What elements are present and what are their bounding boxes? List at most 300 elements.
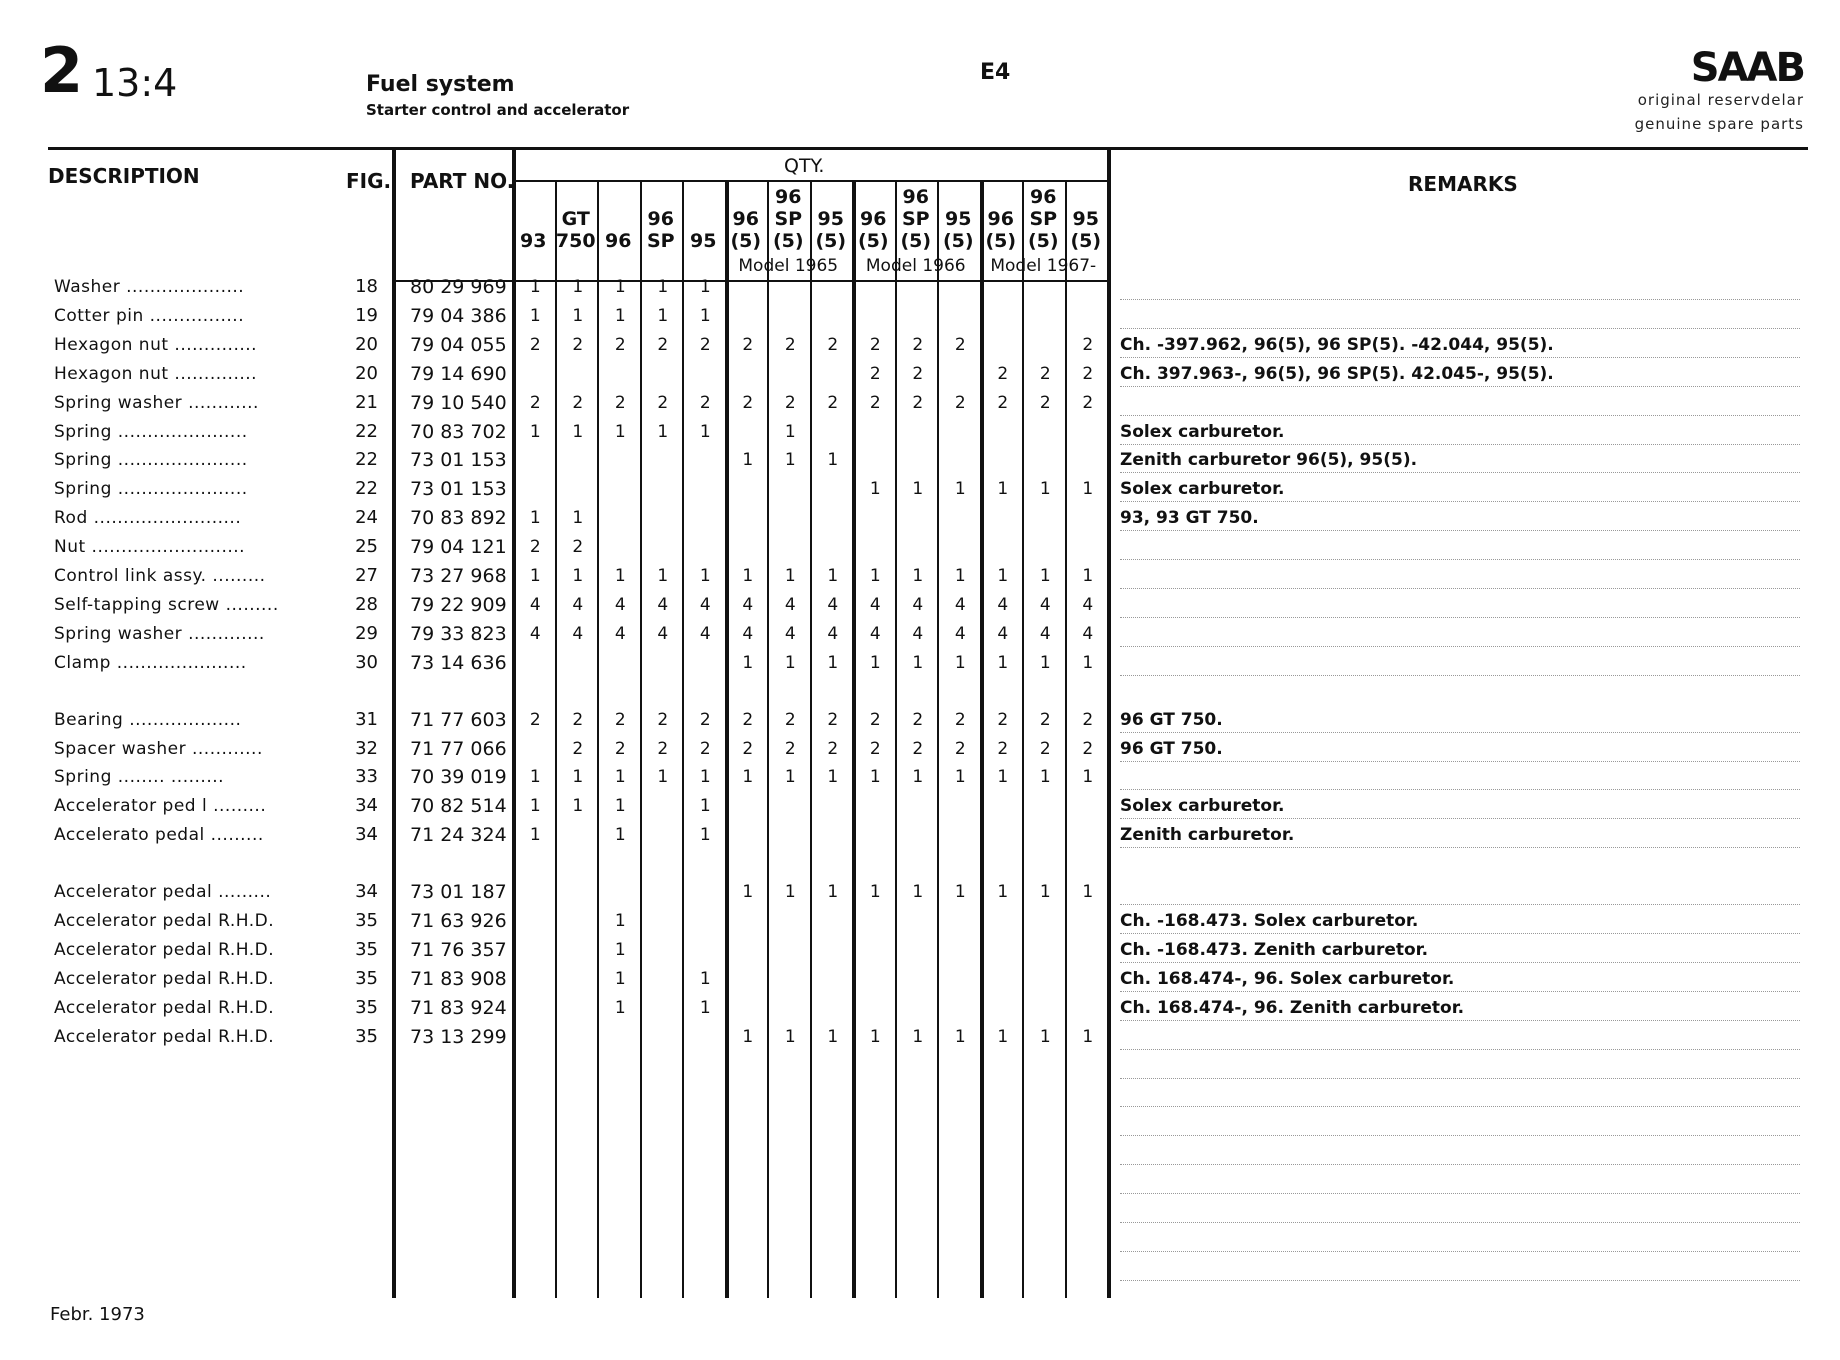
row-qty: 4	[954, 623, 966, 644]
row-qty: 1	[699, 277, 711, 297]
row-qty: 1	[529, 796, 541, 817]
qty-col-line	[895, 182, 897, 1298]
row-remark: Ch. 168.474-, 96. Zenith carburetor.	[1120, 997, 1465, 1018]
row-qty: 1	[997, 652, 1009, 673]
row-part-number: 79 04 055	[410, 333, 507, 356]
row-qty: 1	[827, 882, 839, 903]
row-qty: 1	[954, 1026, 966, 1047]
row-qty: 1	[614, 796, 626, 817]
row-qty: 2	[742, 334, 754, 355]
row-part-number: 73 01 153	[410, 449, 507, 472]
row-qty: 4	[784, 623, 796, 644]
row-qty: 2	[997, 709, 1009, 730]
row-qty: 1	[614, 566, 626, 586]
row-fig: 21	[355, 391, 378, 413]
row-qty: 1	[1039, 1026, 1051, 1047]
row-part-number: 70 83 702	[410, 420, 507, 443]
row-remark: Ch. -168.473. Solex carburetor.	[1120, 911, 1419, 931]
page-subtitle: Starter control and accelerator	[366, 101, 630, 119]
row-qty: 4	[912, 594, 924, 615]
model-year-label: Model 1967-	[990, 256, 1097, 276]
row-qty: 2	[699, 709, 711, 730]
row-qty: 4	[1039, 623, 1051, 644]
row-qty: 2	[1082, 709, 1094, 730]
row-qty: 1	[827, 566, 839, 586]
row-qty: 1	[1039, 882, 1051, 903]
row-description: Washer ....................	[54, 277, 245, 297]
row-qty: 1	[572, 508, 584, 529]
qty-col-header-text: (5)	[772, 230, 804, 252]
row-qty: 1	[827, 767, 839, 788]
row-fig: 25	[355, 536, 378, 558]
row-fig: 35	[355, 996, 378, 1018]
remark-dotline	[1120, 1193, 1800, 1194]
row-qty: 1	[997, 767, 1009, 788]
row-qty: 1	[912, 566, 924, 586]
row-qty: 1	[699, 796, 711, 817]
model-year-label: Model 1965	[738, 256, 839, 276]
row-description: Control link assy. .........	[54, 566, 266, 586]
row-qty: 4	[827, 623, 839, 644]
row-qty: 2	[529, 392, 541, 413]
row-qty: 1	[997, 882, 1009, 903]
row-qty: 1	[529, 277, 541, 297]
row-qty: 1	[827, 652, 839, 673]
row-remark: Solex carburetor.	[1120, 796, 1285, 817]
row-fig: 34	[355, 824, 378, 846]
brand-line-2: genuine spare parts	[1634, 115, 1804, 133]
row-fig: 22	[355, 478, 378, 500]
qty-col-header-text: (5)	[730, 230, 762, 252]
row-qty: 4	[1082, 594, 1094, 615]
qty-col-header-text: (5)	[1027, 230, 1059, 252]
row-qty: 1	[869, 566, 881, 586]
qty-col-line	[980, 182, 984, 1298]
row-qty: 4	[529, 623, 541, 644]
row-qty: 4	[954, 594, 966, 615]
row-qty: 1	[784, 882, 796, 903]
remark-dotline	[1120, 847, 1800, 848]
row-fig: 31	[355, 708, 378, 730]
qty-col-header-text: SP	[901, 208, 930, 230]
row-qty: 2	[1039, 392, 1051, 413]
row-fig: 27	[355, 565, 378, 586]
row-qty: 2	[954, 334, 966, 355]
row-qty: 1	[954, 767, 966, 788]
remark-dotline	[1120, 1078, 1800, 1079]
row-qty: 1	[614, 825, 626, 846]
qty-col-header-text: 96	[605, 230, 632, 252]
row-description: Hexagon nut ..............	[54, 363, 258, 384]
row-qty: 2	[699, 738, 711, 759]
row-qty: 1	[954, 882, 966, 903]
row-qty: 2	[784, 392, 796, 413]
row-qty: 1	[784, 652, 796, 673]
row-description: Spring ......................	[54, 421, 248, 442]
row-fig: 34	[355, 881, 378, 903]
remark-dotline	[1120, 444, 1800, 445]
row-qty: 1	[742, 450, 754, 471]
remark-dotline	[1120, 904, 1800, 905]
row-qty: 4	[784, 594, 796, 615]
row-qty: 1	[699, 566, 711, 586]
row-qty: 2	[572, 392, 584, 413]
row-qty: 1	[529, 825, 541, 846]
row-qty: 4	[614, 594, 626, 615]
col-partno-header: PART NO.	[410, 169, 515, 193]
row-qty: 2	[742, 709, 754, 730]
row-qty: 4	[742, 594, 754, 615]
row-remark: 93, 93 GT 750.	[1120, 508, 1259, 529]
qty-col-line	[1065, 182, 1067, 1298]
row-part-number: 70 83 892	[410, 507, 507, 530]
row-qty: 2	[869, 392, 881, 413]
qty-col-header-text: (5)	[1070, 230, 1102, 252]
row-qty: 4	[997, 594, 1009, 615]
row-qty: 1	[699, 825, 711, 846]
section-subnumber: 13:4	[92, 61, 178, 105]
row-description: Clamp ......................	[54, 652, 247, 673]
row-fig: 35	[355, 910, 378, 931]
row-qty: 2	[827, 392, 839, 413]
row-qty: 1	[784, 767, 796, 788]
row-qty: 1	[699, 305, 711, 326]
row-qty: 1	[827, 1026, 839, 1047]
row-qty: 2	[572, 537, 584, 558]
row-qty: 2	[827, 334, 839, 355]
qty-col-line	[810, 182, 812, 1298]
row-remark: Zenith carburetor.	[1120, 825, 1295, 846]
row-fig: 35	[355, 1025, 378, 1047]
row-qty: 1	[572, 277, 584, 297]
qty-header-rule	[512, 180, 1107, 182]
row-description: Self-tapping screw .........	[54, 594, 279, 615]
row-remark: Zenith carburetor 96(5), 95(5).	[1120, 450, 1418, 471]
row-part-number: 73 27 968	[410, 565, 507, 587]
row-qty: 1	[614, 421, 626, 442]
row-qty: 1	[699, 968, 711, 989]
row-qty: 1	[614, 939, 626, 960]
row-remark: 96 GT 750.	[1120, 709, 1223, 730]
qty-col-header-text: 95	[1072, 208, 1099, 230]
qty-col-line	[555, 182, 557, 1298]
remark-dotline	[1120, 1135, 1800, 1136]
row-qty: 1	[912, 767, 924, 788]
row-qty: 2	[912, 738, 924, 759]
row-qty: 1	[572, 796, 584, 817]
remark-dotline	[1120, 415, 1800, 416]
row-part-number: 71 83 924	[410, 996, 507, 1019]
row-description: Accelerator ped l .........	[54, 796, 267, 817]
qty-col-header-text: 95	[690, 230, 717, 252]
row-part-number: 71 77 066	[410, 737, 507, 760]
row-description: Nut ..........................	[54, 537, 246, 558]
remark-dotline	[1120, 588, 1800, 589]
qty-col-line	[597, 182, 599, 1298]
qty-col-header-text: 93	[520, 230, 547, 252]
row-qty: 2	[784, 334, 796, 355]
row-qty: 2	[997, 392, 1009, 413]
remark-dotline	[1120, 501, 1800, 502]
row-fig: 22	[355, 420, 378, 442]
row-qty: 1	[614, 997, 626, 1018]
qty-col-line	[1107, 150, 1111, 1298]
remark-dotline	[1120, 675, 1800, 676]
row-qty: 2	[954, 738, 966, 759]
remark-dotline	[1120, 1049, 1800, 1050]
row-qty: 4	[1082, 623, 1094, 644]
row-qty: 2	[1082, 738, 1094, 759]
row-qty: 2	[997, 363, 1009, 384]
row-qty: 1	[1082, 882, 1094, 903]
qty-col-line	[640, 182, 642, 1298]
qty-col-header-text: GT	[561, 208, 590, 230]
row-part-number: 79 22 909	[410, 593, 507, 616]
row-qty: 1	[784, 450, 796, 471]
page-title: Fuel system	[366, 72, 515, 97]
row-qty: 2	[827, 709, 839, 730]
remark-dotline	[1120, 1251, 1800, 1252]
row-fig: 32	[355, 737, 378, 759]
qty-col-line	[725, 182, 729, 1298]
row-qty: 2	[742, 738, 754, 759]
qty-col-header-text: SP	[774, 208, 803, 230]
row-part-number: 70 39 019	[410, 766, 507, 789]
row-qty: 4	[869, 594, 881, 615]
row-qty: 1	[529, 767, 541, 788]
row-qty: 1	[742, 882, 754, 903]
row-description: Bearing ...................	[54, 709, 242, 730]
row-description: Spring ........ .........	[54, 767, 225, 788]
col-remarks-header: REMARKS	[1408, 172, 1518, 196]
row-qty: 1	[699, 421, 711, 442]
row-qty: 1	[529, 508, 541, 529]
row-qty: 4	[699, 594, 711, 615]
col-qty-header: QTY.	[784, 155, 825, 177]
row-qty: 1	[869, 882, 881, 903]
row-qty: 2	[614, 392, 626, 413]
row-qty: 1	[614, 911, 626, 931]
row-description: Spacer washer ............	[54, 738, 263, 759]
row-qty: 4	[742, 623, 754, 644]
row-qty: 2	[827, 738, 839, 759]
row-qty: 1	[657, 767, 669, 788]
row-qty: 1	[784, 1026, 796, 1047]
row-qty: 1	[572, 566, 584, 586]
row-qty: 4	[997, 623, 1009, 644]
row-part-number: 80 29 969	[410, 276, 507, 298]
row-qty: 1	[614, 968, 626, 989]
row-qty: 2	[657, 738, 669, 759]
row-fig: 35	[355, 938, 378, 960]
qty-col-header-text: 96	[775, 186, 802, 208]
qty-col-header-text: 96	[987, 208, 1014, 230]
row-description: Hexagon nut ..............	[54, 334, 258, 355]
remark-dotline	[1120, 732, 1800, 733]
row-fig: 30	[355, 651, 378, 673]
qty-col-header-text: SP	[1029, 208, 1058, 230]
qty-col-line	[682, 182, 684, 1298]
row-qty: 4	[827, 594, 839, 615]
row-description: Accelerator pedal R.H.D.	[54, 911, 275, 931]
qty-col-header-text: 96	[732, 208, 759, 230]
row-qty: 1	[742, 652, 754, 673]
row-qty: 2	[529, 709, 541, 730]
row-qty: 1	[1039, 767, 1051, 788]
row-qty: 1	[784, 421, 796, 442]
row-qty: 1	[1039, 479, 1051, 500]
row-qty: 2	[784, 738, 796, 759]
remark-dotline	[1120, 962, 1800, 963]
qty-col-header-text: (5)	[815, 230, 847, 252]
row-part-number: 79 04 386	[410, 304, 507, 327]
brand-line-1: original reservdelar	[1637, 91, 1804, 109]
row-qty: 2	[614, 738, 626, 759]
row-qty: 2	[869, 334, 881, 355]
remark-dotline	[1120, 559, 1800, 560]
model-year-label: Model 1966	[865, 256, 966, 276]
row-part-number: 71 76 357	[410, 938, 507, 961]
row-part-number: 79 33 823	[410, 622, 507, 645]
row-qty: 1	[529, 305, 541, 326]
row-part-number: 73 01 187	[410, 881, 507, 904]
row-qty: 2	[657, 392, 669, 413]
row-qty: 1	[1082, 566, 1094, 586]
row-qty: 2	[1039, 363, 1051, 384]
qty-col-header-text: 95	[817, 208, 844, 230]
row-qty: 1	[912, 652, 924, 673]
row-qty: 1	[614, 277, 626, 297]
row-part-number: 73 13 299	[410, 1025, 507, 1048]
row-qty: 1	[1082, 652, 1094, 673]
section-number: 2	[40, 34, 84, 107]
row-qty: 4	[572, 594, 584, 615]
row-description: Accelerator pedal R.H.D.	[54, 1026, 275, 1047]
row-fig: 20	[355, 333, 378, 355]
row-qty: 2	[699, 392, 711, 413]
remark-dotline	[1120, 472, 1800, 473]
row-qty: 2	[529, 537, 541, 558]
row-part-number: 70 82 514	[410, 795, 507, 818]
row-remark: Solex carburetor.	[1120, 421, 1285, 442]
row-qty: 1	[657, 566, 669, 586]
row-qty: 2	[997, 738, 1009, 759]
row-description: Accelerator pedal R.H.D.	[54, 968, 275, 989]
row-qty: 1	[954, 566, 966, 586]
row-remark: Ch. -397.962, 96(5), 96 SP(5). -42.044, 95(5).	[1120, 334, 1554, 355]
row-description: Accelerato pedal .........	[54, 825, 264, 846]
row-qty: 4	[869, 623, 881, 644]
row-qty: 2	[954, 392, 966, 413]
row-qty: 2	[572, 334, 584, 355]
row-description: Rod .........................	[54, 508, 242, 529]
row-qty: 2	[572, 738, 584, 759]
qty-col-header-text: (5)	[857, 230, 889, 252]
qty-col-header-text: 96	[647, 208, 674, 230]
row-qty: 1	[912, 479, 924, 500]
row-qty: 1	[954, 652, 966, 673]
row-qty: 2	[529, 334, 541, 355]
row-fig: 29	[355, 622, 378, 644]
brand-block	[1634, 45, 1804, 136]
header-rule	[48, 147, 1808, 150]
row-qty: 1	[912, 882, 924, 903]
qty-col-header-text: 96	[902, 186, 929, 208]
row-qty: 2	[1082, 392, 1094, 413]
remark-dotline	[1120, 1106, 1800, 1107]
qty-col-header-text: (5)	[985, 230, 1017, 252]
row-part-number: 71 24 324	[410, 824, 507, 847]
row-description: Spring washer ............	[54, 392, 259, 413]
remark-dotline	[1120, 933, 1800, 934]
row-qty: 1	[529, 421, 541, 442]
row-qty: 1	[657, 421, 669, 442]
row-qty: 1	[699, 997, 711, 1018]
remark-dotline	[1120, 789, 1800, 790]
qty-col-line	[937, 182, 939, 1298]
row-part-number: 71 83 908	[410, 967, 507, 990]
row-description: Cotter pin ................	[54, 305, 245, 326]
row-qty: 2	[1082, 334, 1094, 355]
row-qty: 1	[997, 1026, 1009, 1047]
saab-logo: SAAB	[1690, 45, 1804, 91]
row-part-number: 79 04 121	[410, 536, 507, 559]
row-qty: 1	[572, 421, 584, 442]
qty-col-header-text: (5)	[942, 230, 974, 252]
row-qty: 1	[742, 566, 754, 586]
row-part-number: 79 14 690	[410, 362, 507, 385]
row-qty: 2	[699, 334, 711, 355]
row-qty: 4	[614, 623, 626, 644]
row-fig: 28	[355, 593, 378, 615]
row-qty: 1	[869, 479, 881, 500]
remark-dotline	[1120, 299, 1800, 300]
row-remark: Ch. 397.963-, 96(5), 96 SP(5). 42.045-, 95(5).	[1120, 363, 1554, 384]
row-fig: 18	[355, 276, 378, 297]
row-fig: 33	[355, 766, 378, 788]
row-fig: 34	[355, 795, 378, 817]
col-description-header: DESCRIPTION	[48, 164, 200, 188]
qty-col-line	[767, 182, 769, 1298]
row-qty: 2	[657, 709, 669, 730]
row-qty: 1	[614, 767, 626, 788]
remark-dotline	[1120, 386, 1800, 387]
qty-col-header-text: 95	[945, 208, 972, 230]
remark-dotline	[1120, 357, 1800, 358]
row-part-number: 79 10 540	[410, 391, 507, 414]
row-qty: 4	[572, 623, 584, 644]
row-fig: 19	[355, 304, 378, 326]
row-qty: 1	[997, 479, 1009, 500]
row-description: Spring washer .............	[54, 623, 265, 644]
row-qty: 4	[699, 623, 711, 644]
qty-col-header-text: 96	[860, 208, 887, 230]
page-code: E4	[980, 60, 1011, 85]
row-fig: 35	[355, 967, 378, 989]
row-qty: 2	[614, 709, 626, 730]
remark-dotline	[1120, 1164, 1800, 1165]
row-remark: Ch. -168.473. Zenith carburetor.	[1120, 939, 1429, 960]
row-qty: 4	[912, 623, 924, 644]
qty-col-header-text: 750	[555, 230, 596, 252]
qty-col-header-text: SP	[646, 230, 675, 252]
row-qty: 2	[1039, 709, 1051, 730]
row-qty: 1	[614, 305, 626, 326]
row-qty: 4	[529, 594, 541, 615]
qty-col-line	[1022, 182, 1024, 1298]
row-qty: 2	[614, 334, 626, 355]
row-description: Spring ......................	[54, 450, 248, 471]
